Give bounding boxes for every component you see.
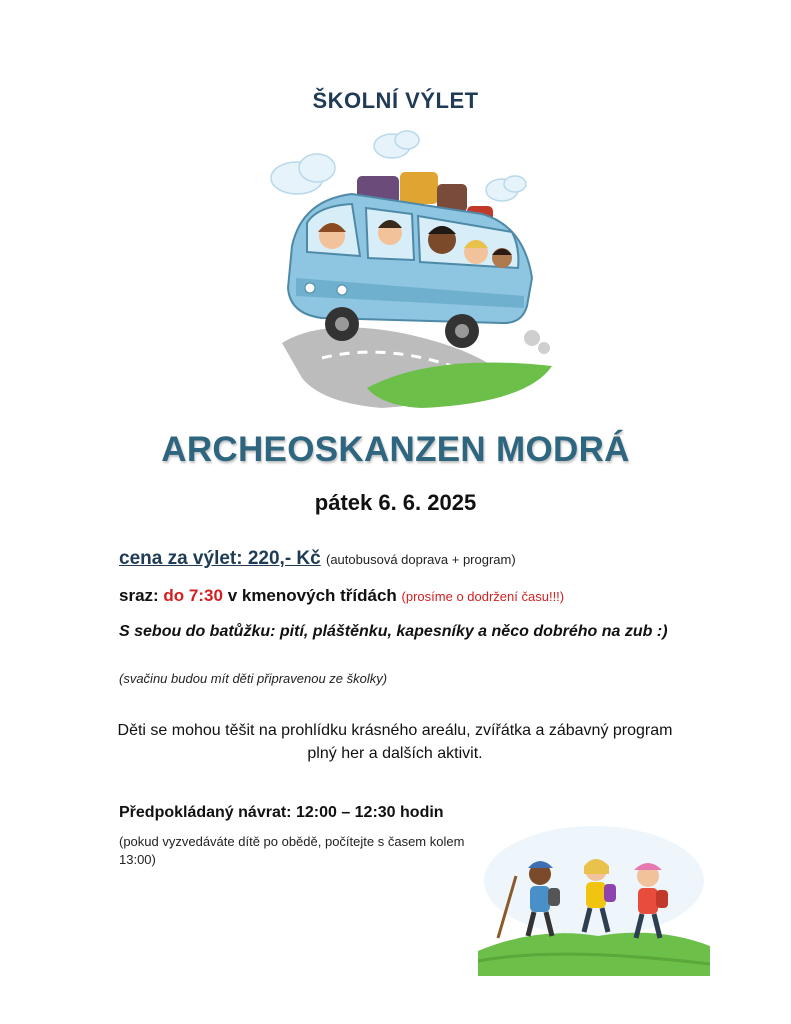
meeting-time: do 7:30 bbox=[163, 586, 223, 605]
return-time: Předpokládaný návrat: 12:00 – 12:30 hodin bbox=[119, 804, 444, 821]
meeting-line bbox=[119, 586, 564, 606]
meeting-note: (prosíme o dodržení času!!!) bbox=[401, 589, 565, 604]
bus-with-children-illustration bbox=[262, 128, 552, 413]
price-label: cena za výlet: 220,- Kč bbox=[119, 548, 321, 569]
destination-title: ARCHEOSKANZEN MODRÁ bbox=[161, 430, 630, 469]
pickup-note: (pokud vyzvedáváte dítě po obědě, počítejte s časem kolem 13:00) bbox=[119, 834, 465, 867]
hiking-children-illustration bbox=[478, 826, 710, 976]
meeting-label: sraz: bbox=[119, 586, 159, 605]
snack-note: (svačinu budou mít děti připravenou ze školky) bbox=[119, 671, 388, 686]
packing-list: S sebou do batůžku: pití, pláštěnku, kapesníky a něco dobrého na zub :) bbox=[119, 623, 668, 640]
document-heading: ŠKOLNÍ VÝLET bbox=[312, 88, 479, 113]
price-line bbox=[119, 548, 516, 570]
meeting-place: v kmenových třídách bbox=[227, 586, 397, 605]
program-description: Děti se mohou těšit na prohlídku krásného areálu, zvířátka a zábavný program plný her a dalších aktivit. bbox=[117, 722, 673, 762]
price-note: (autobusová doprava + program) bbox=[326, 552, 516, 567]
trip-date: pátek 6. 6. 2025 bbox=[314, 490, 477, 515]
